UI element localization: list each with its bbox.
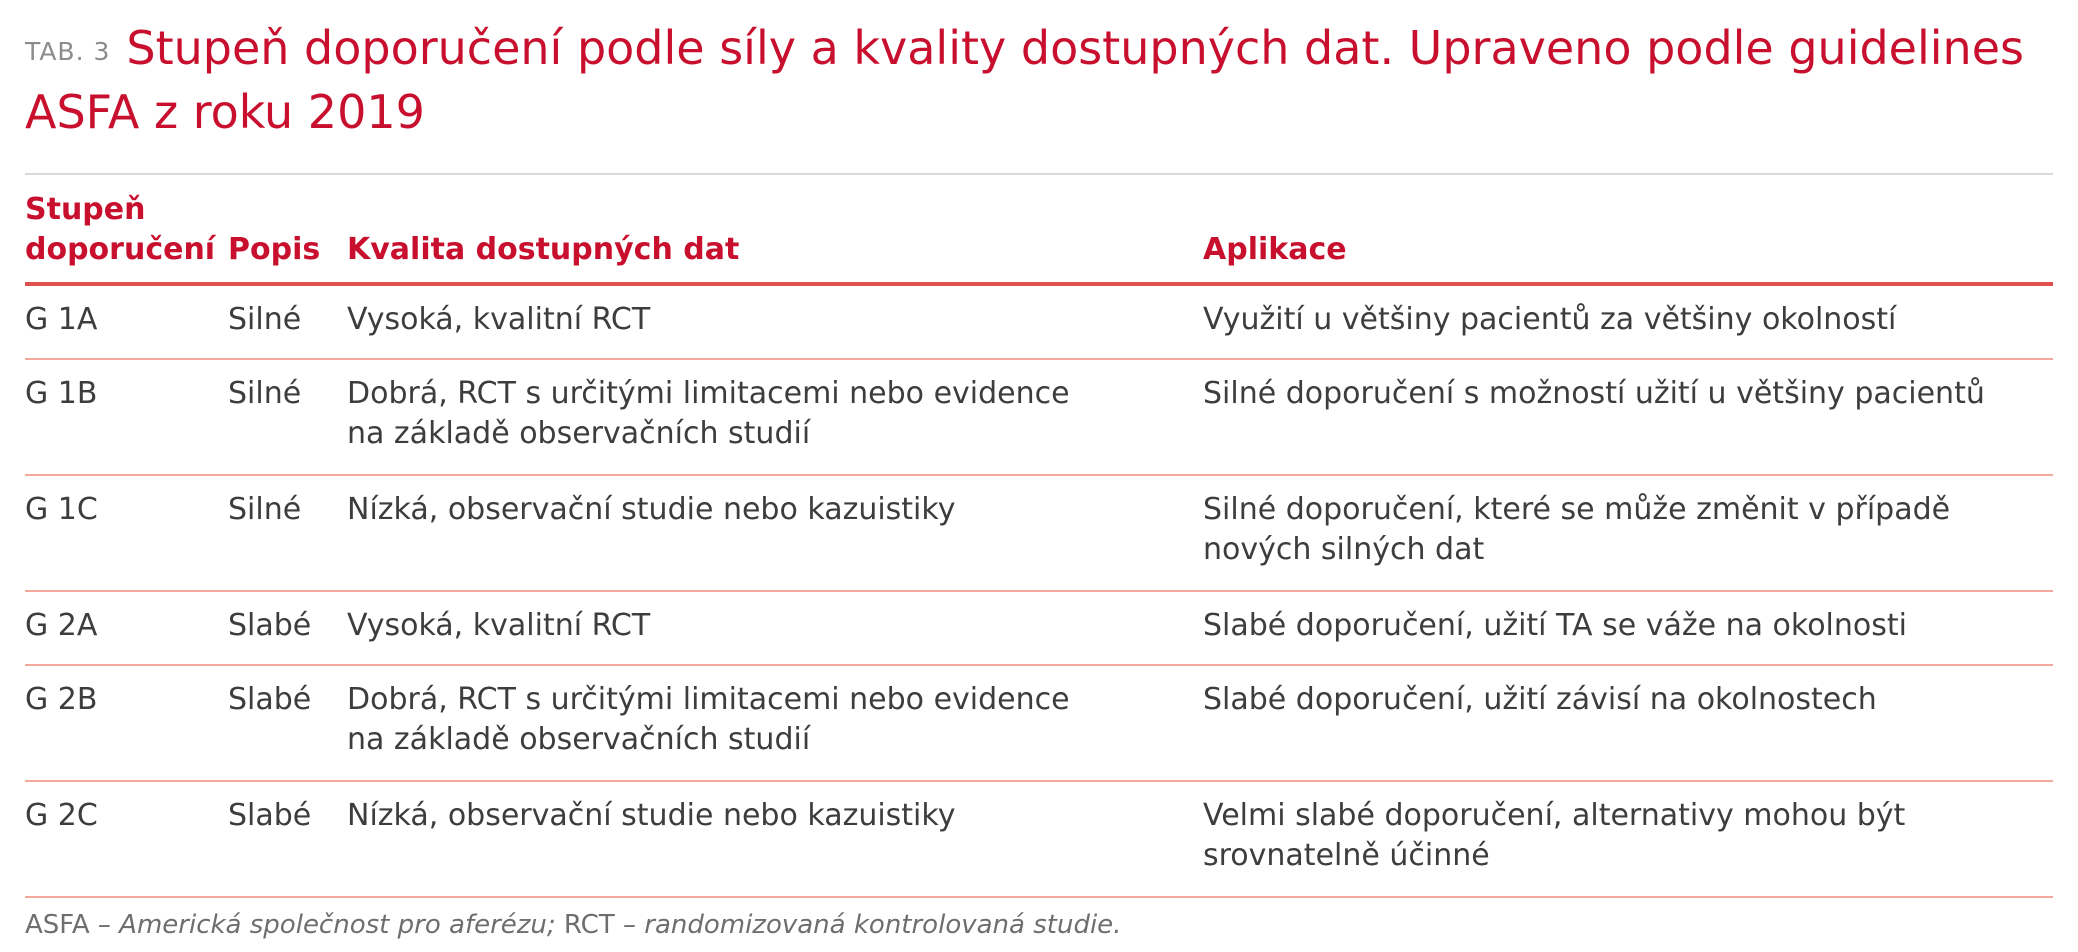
- top-divider: [25, 173, 2053, 175]
- table-row: [25, 475, 2053, 591]
- cell-data-quality: Dobrá, RCT s určitými limitacemi nebo evidence na základě observačních studií: [347, 359, 1203, 475]
- cell-description: Silné: [228, 475, 347, 591]
- footnote-abbr-rct: RCT: [563, 910, 615, 940]
- footnote-def-asfa: – Americká společnost pro aferézu;: [89, 910, 564, 940]
- cell-application: Využití u většiny pacientů za většiny okolností: [1203, 284, 2053, 359]
- cell-description: Silné: [228, 284, 347, 359]
- table-header-row: [25, 190, 2053, 284]
- cell-grade: G 2B: [25, 665, 228, 781]
- table-number: TAB. 3: [25, 37, 111, 66]
- cell-description: Slabé: [228, 665, 347, 781]
- cell-description: Slabé: [228, 591, 347, 665]
- footnote-abbr-asfa: ASFA: [25, 910, 90, 940]
- cell-data-quality: Vysoká, kvalitní RCT: [347, 284, 1203, 359]
- cell-grade: G 1B: [25, 359, 228, 475]
- cell-grade: G 1A: [25, 284, 228, 359]
- cell-grade: G 2C: [25, 781, 228, 897]
- table-row: [25, 359, 2053, 475]
- cell-grade: G 1C: [25, 475, 228, 591]
- header-grade: Stupeň doporučení: [25, 190, 228, 284]
- cell-data-quality: Vysoká, kvalitní RCT: [347, 591, 1203, 665]
- table-row: [25, 284, 2053, 359]
- cell-application: Silné doporučení s možností užití u většiny pacientů: [1203, 359, 2053, 475]
- table-title: [25, 18, 2053, 143]
- cell-application: Velmi slabé doporučení, alternativy mohou být srovnatelně účinné: [1203, 781, 2053, 897]
- header-data-quality: Kvalita dostupných dat: [347, 190, 1203, 284]
- cell-data-quality: Nízká, observační studie nebo kazuistiky: [347, 475, 1203, 591]
- table-row: [25, 591, 2053, 665]
- footnote-def-rct: – randomizovaná kontrolovaná studie.: [614, 910, 1122, 940]
- cell-description: Slabé: [228, 781, 347, 897]
- table-footnote: [25, 908, 1121, 942]
- cell-application: Slabé doporučení, užití TA se váže na okolnosti: [1203, 591, 2053, 665]
- cell-description: Silné: [228, 359, 347, 475]
- table-row: [25, 665, 2053, 781]
- header-application: Aplikace: [1203, 190, 2053, 284]
- cell-application: Silné doporučení, které se může změnit v případě nových silných dat: [1203, 475, 2053, 591]
- cell-grade: G 2A: [25, 591, 228, 665]
- table-caption: Stupeň doporučení podle síly a kvality dostupných dat. Upraveno podle guidelines ASFA z roku 2019: [25, 21, 2024, 139]
- recommendation-table: [25, 190, 2053, 898]
- cell-application: Slabé doporučení, užití závisí na okolnostech: [1203, 665, 2053, 781]
- header-description: Popis: [228, 190, 347, 284]
- cell-data-quality: Dobrá, RCT s určitými limitacemi nebo evidence na základě observačních studií: [347, 665, 1203, 781]
- cell-data-quality: Nízká, observační studie nebo kazuistiky: [347, 781, 1203, 897]
- table-row: [25, 781, 2053, 897]
